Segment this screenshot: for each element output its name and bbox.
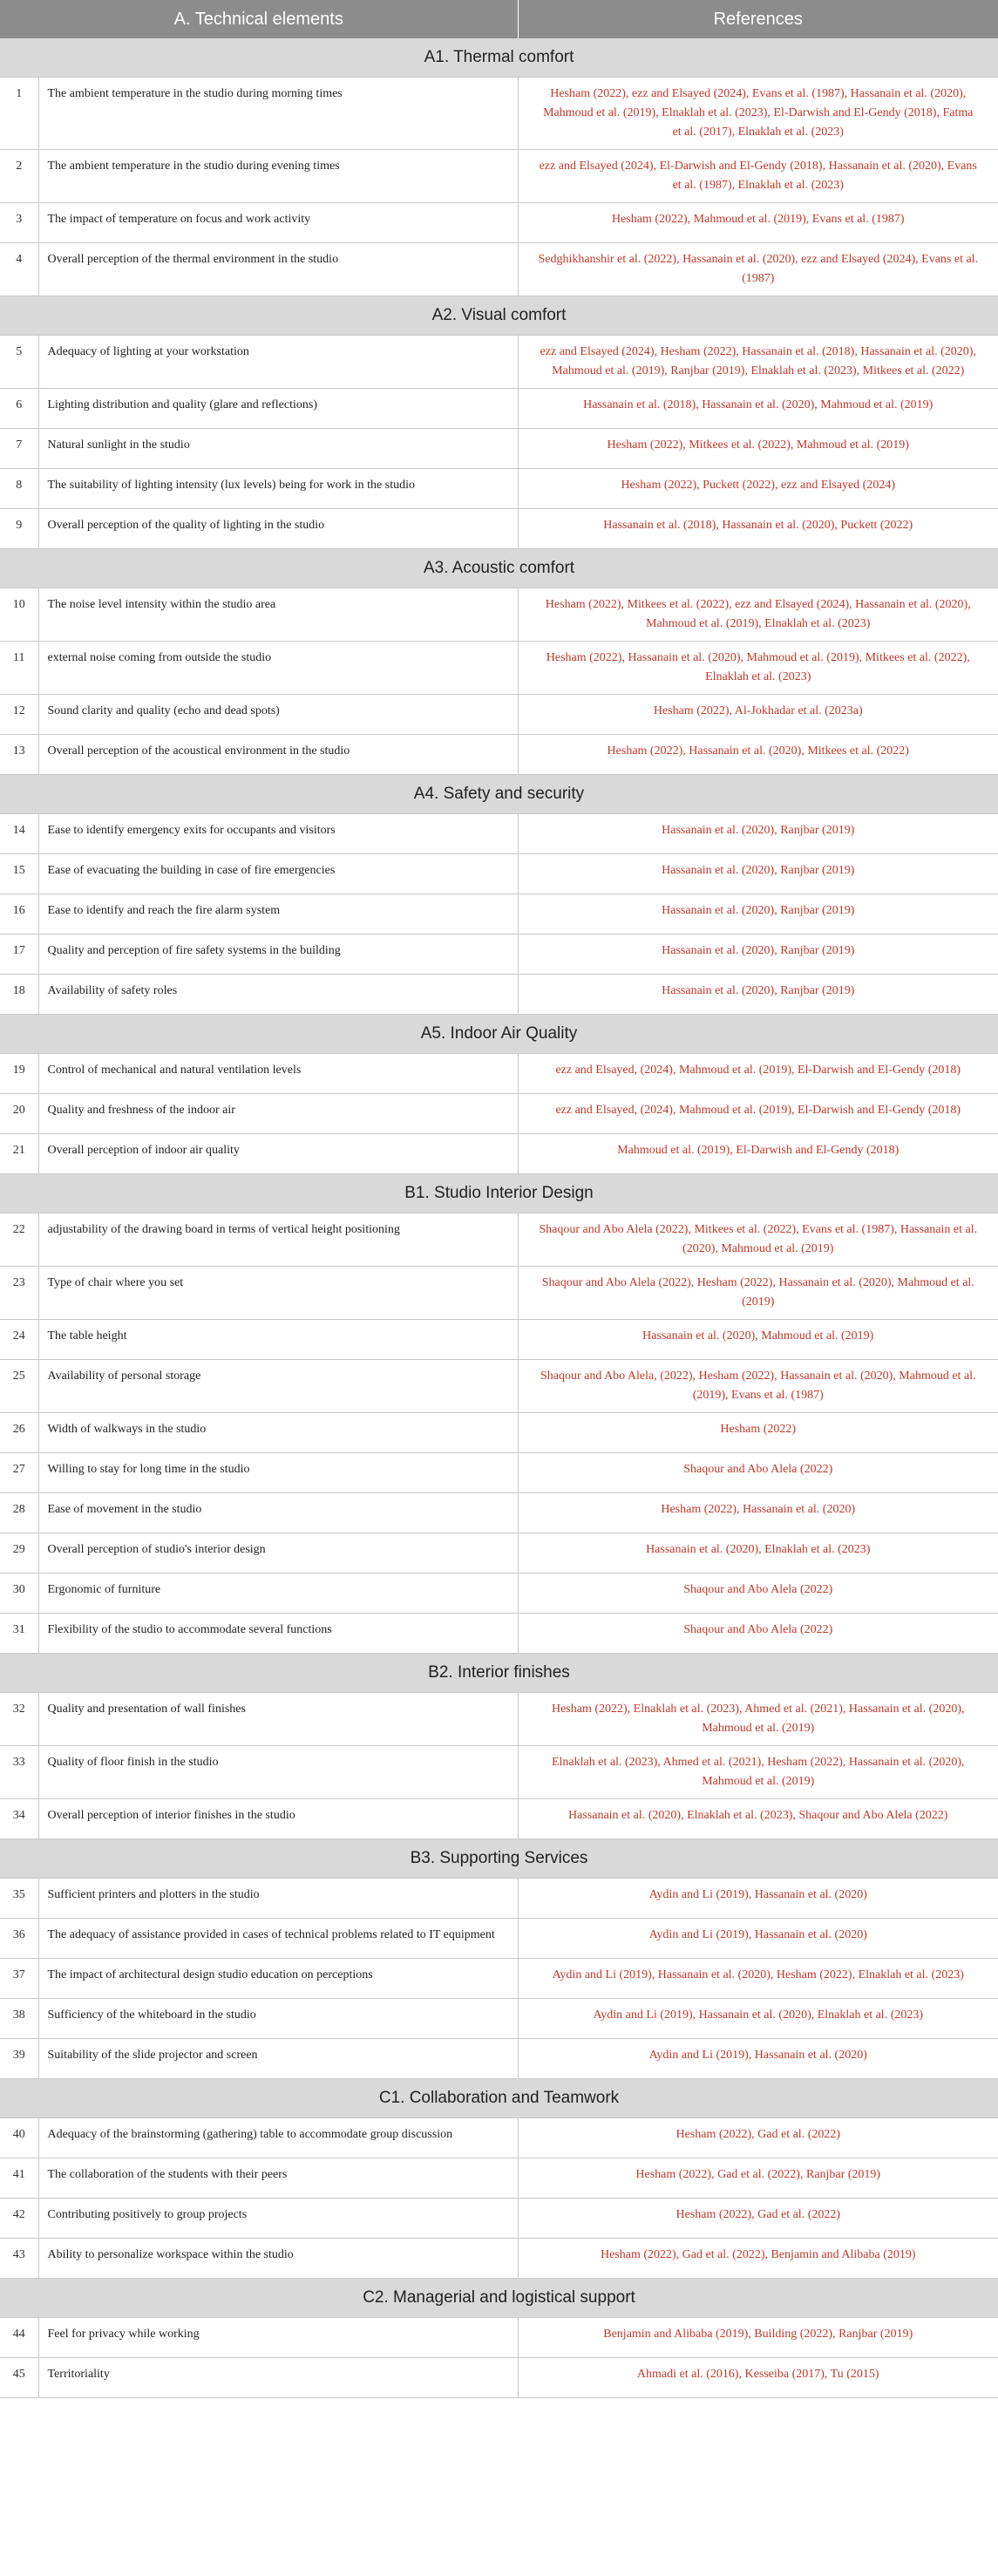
row-number: 18: [0, 975, 38, 1015]
element-description: The table height: [38, 1320, 518, 1360]
references-cell: Hassanain et al. (2020), Ranjbar (2019): [518, 894, 998, 935]
table-row: [0, 814, 998, 854]
element-description: Type of chair where you set: [38, 1267, 518, 1320]
element-description: The suitability of lighting intensity (lux levels) being for work in the studio: [38, 469, 518, 509]
references-cell: Hassanain et al. (2020), Elnaklah et al. (2023), Shaqour and Abo Alela (2022): [518, 1799, 998, 1839]
element-description: The impact of temperature on focus and work activity: [38, 203, 518, 243]
element-description: Quality of floor finish in the studio: [38, 1746, 518, 1799]
element-description: Overall perception of indoor air quality: [38, 1134, 518, 1174]
table-row: [0, 735, 998, 775]
table-row: [0, 389, 998, 429]
references-cell: ezz and Elsayed, (2024), Mahmoud et al. (2019), El-Darwish and El-Gendy (2018): [518, 1094, 998, 1134]
references-cell: Hesham (2022), Mahmoud et al. (2019), Evans et al. (1987): [518, 203, 998, 243]
references-cell: Aydin and Li (2019), Hassanain et al. (2020), Elnaklah et al. (2023): [518, 1999, 998, 2039]
table-row: [0, 1693, 998, 1746]
references-cell: Benjamin and Alibaba (2019), Building (2022), Ranjbar (2019): [518, 2318, 998, 2358]
table-row: [0, 935, 998, 975]
element-description: Overall perception of the quality of lighting in the studio: [38, 509, 518, 549]
element-description: Availability of safety roles: [38, 975, 518, 1015]
element-description: Ease to identify and reach the fire alarm system: [38, 894, 518, 935]
references-cell: Hesham (2022), Gad et al. (2022), Ranjbar (2019): [518, 2158, 998, 2199]
element-description: Ease of evacuating the building in case of fire emergencies: [38, 854, 518, 894]
section-title: A2. Visual comfort: [0, 296, 998, 336]
table-row: [0, 336, 998, 389]
section-header: [0, 296, 998, 336]
row-number: 1: [0, 78, 38, 150]
table-row: [0, 1799, 998, 1839]
table-row: [0, 2199, 998, 2239]
table-row: [0, 469, 998, 509]
table-row: [0, 1453, 998, 1493]
element-description: Ability to personalize workspace within the studio: [38, 2239, 518, 2279]
references-cell: Hassanain et al. (2020), Ranjbar (2019): [518, 854, 998, 894]
element-description: The noise level intensity within the studio area: [38, 588, 518, 642]
header-technical-elements: A. Technical elements: [0, 0, 518, 38]
table-row: [0, 642, 998, 695]
references-cell: Hesham (2022), Elnaklah et al. (2023), Ahmed et al. (2021), Hassanain et al. (2020), Mahmoud et al. (2019): [518, 1693, 998, 1746]
element-description: The ambient temperature in the studio during morning times: [38, 78, 518, 150]
row-number: 45: [0, 2358, 38, 2398]
row-number: 13: [0, 735, 38, 775]
references-cell: Hesham (2022), Hassanain et al. (2020), Mitkees et al. (2022): [518, 735, 998, 775]
references-cell: Hesham (2022), Hassanain et al. (2020), Mahmoud et al. (2019), Mitkees et al. (2022), Elnaklah et al. (2023): [518, 642, 998, 695]
references-cell: Shaqour and Abo Alela (2022), Mitkees et al. (2022), Evans et al. (1987), Hassanain et al. (2020), Mahmoud et al. (2019): [518, 1213, 998, 1267]
row-number: 7: [0, 429, 38, 469]
row-number: 34: [0, 1799, 38, 1839]
table-row: [0, 1413, 998, 1453]
table-row: [0, 1919, 998, 1959]
row-number: 17: [0, 935, 38, 975]
table-row: [0, 2318, 998, 2358]
table-row: [0, 1213, 998, 1267]
table-row: [0, 429, 998, 469]
section-header: [0, 775, 998, 814]
element-description: Lighting distribution and quality (glare and reflections): [38, 389, 518, 429]
table-row: [0, 1879, 998, 1919]
section-header: [0, 1174, 998, 1213]
references-cell: Hesham (2022), Al-Jokhadar et al. (2023a): [518, 695, 998, 735]
references-cell: Elnaklah et al. (2023), Ahmed et al. (2021), Hesham (2022), Hassanain et al. (2020), Mahmoud et al. (2019): [518, 1746, 998, 1799]
table-row: [0, 1614, 998, 1654]
table-header-row: [0, 0, 998, 38]
element-description: The collaboration of the students with their peers: [38, 2158, 518, 2199]
table-row: [0, 1320, 998, 1360]
row-number: 39: [0, 2039, 38, 2079]
row-number: 40: [0, 2118, 38, 2158]
references-cell: Hesham (2022), Gad et al. (2022): [518, 2199, 998, 2239]
element-description: Availability of personal storage: [38, 1360, 518, 1413]
references-cell: Sedghikhanshir et al. (2022), Hassanain et al. (2020), ezz and Elsayed (2024), Evans et al. (1987): [518, 243, 998, 296]
table-row: [0, 695, 998, 735]
section-header: [0, 549, 998, 588]
row-number: 26: [0, 1413, 38, 1453]
row-number: 4: [0, 243, 38, 296]
table-body: [0, 38, 998, 2398]
references-cell: Shaqour and Abo Alela, (2022), Hesham (2022), Hassanain et al. (2020), Mahmoud et al. (2019), Evans et al. (1987): [518, 1360, 998, 1413]
section-title: A5. Indoor Air Quality: [0, 1015, 998, 1054]
table-row: [0, 2039, 998, 2079]
table-row: [0, 1267, 998, 1320]
section-title: A4. Safety and security: [0, 775, 998, 814]
row-number: 11: [0, 642, 38, 695]
references-cell: Shaqour and Abo Alela (2022): [518, 1453, 998, 1493]
row-number: 32: [0, 1693, 38, 1746]
row-number: 33: [0, 1746, 38, 1799]
table-row: [0, 1360, 998, 1413]
references-cell: Hesham (2022), Gad et al. (2022), Benjamin and Alibaba (2019): [518, 2239, 998, 2279]
element-description: Adequacy of lighting at your workstation: [38, 336, 518, 389]
row-number: 2: [0, 150, 38, 203]
element-description: Quality and perception of fire safety systems in the building: [38, 935, 518, 975]
row-number: 35: [0, 1879, 38, 1919]
references-cell: Shaqour and Abo Alela (2022): [518, 1573, 998, 1614]
element-description: Overall perception of interior finishes in the studio: [38, 1799, 518, 1839]
references-cell: Hassanain et al. (2020), Ranjbar (2019): [518, 814, 998, 854]
element-description: Overall perception of the thermal environment in the studio: [38, 243, 518, 296]
references-cell: Shaqour and Abo Alela (2022), Hesham (2022), Hassanain et al. (2020), Mahmoud et al. (2019): [518, 1267, 998, 1320]
table-row: [0, 1959, 998, 1999]
section-header: [0, 2279, 998, 2318]
table-row: [0, 975, 998, 1015]
row-number: 43: [0, 2239, 38, 2279]
section-title: A3. Acoustic comfort: [0, 549, 998, 588]
references-cell: Hesham (2022), ezz and Elsayed (2024), Evans et al. (1987), Hassanain et al. (2020), Mahmoud et al. (2019), Elnaklah et al. (2023), El-Darwish and El-Gendy (2018), Fatma et al. (2017), Elnaklah et al. (2023): [518, 78, 998, 150]
row-number: 27: [0, 1453, 38, 1493]
row-number: 25: [0, 1360, 38, 1413]
table-row: [0, 2158, 998, 2199]
row-number: 20: [0, 1094, 38, 1134]
table-row: [0, 2358, 998, 2398]
element-description: Quality and freshness of the indoor air: [38, 1094, 518, 1134]
table-row: [0, 203, 998, 243]
row-number: 24: [0, 1320, 38, 1360]
row-number: 3: [0, 203, 38, 243]
section-header: [0, 1839, 998, 1879]
table-row: [0, 854, 998, 894]
element-description: Willing to stay for long time in the studio: [38, 1453, 518, 1493]
table-row: [0, 1054, 998, 1094]
references-cell: Aydin and Li (2019), Hassanain et al. (2020): [518, 1879, 998, 1919]
table-row: [0, 1094, 998, 1134]
element-description: adjustability of the drawing board in terms of vertical height positioning: [38, 1213, 518, 1267]
references-cell: ezz and Elsayed (2024), Hesham (2022), Hassanain et al. (2018), Hassanain et al. (2020), Mahmoud et al. (2019), Ranjbar (2019), Elnaklah et al. (2023), Mitkees et al. (2022): [518, 336, 998, 389]
references-cell: Hassanain et al. (2018), Hassanain et al. (2020), Puckett (2022): [518, 509, 998, 549]
element-description: Ergonomic of furniture: [38, 1573, 518, 1614]
element-description: external noise coming from outside the studio: [38, 642, 518, 695]
element-description: Control of mechanical and natural ventilation levels: [38, 1054, 518, 1094]
references-cell: Ahmadi et al. (2016), Kesseiba (2017), Tu (2015): [518, 2358, 998, 2398]
table-row: [0, 78, 998, 150]
row-number: 19: [0, 1054, 38, 1094]
table-row: [0, 588, 998, 642]
references-cell: Aydin and Li (2019), Hassanain et al. (2020): [518, 2039, 998, 2079]
section-title: C1. Collaboration and Teamwork: [0, 2079, 998, 2118]
row-number: 10: [0, 588, 38, 642]
row-number: 44: [0, 2318, 38, 2358]
references-cell: Hassanain et al. (2018), Hassanain et al. (2020), Mahmoud et al. (2019): [518, 389, 998, 429]
section-title: C2. Managerial and logistical support: [0, 2279, 998, 2318]
section-title: B1. Studio Interior Design: [0, 1174, 998, 1213]
element-description: Ease to identify emergency exits for occupants and visitors: [38, 814, 518, 854]
row-number: 15: [0, 854, 38, 894]
table-row: [0, 150, 998, 203]
row-number: 5: [0, 336, 38, 389]
element-description: Sufficiency of the whiteboard in the studio: [38, 1999, 518, 2039]
element-description: Ease of movement in the studio: [38, 1493, 518, 1533]
table-row: [0, 243, 998, 296]
references-cell: Hesham (2022), Mitkees et al. (2022), ezz and Elsayed (2024), Hassanain et al. (2020), Mahmoud et al. (2019), Elnaklah et al. (2023): [518, 588, 998, 642]
element-description: Territoriality: [38, 2358, 518, 2398]
table-row: [0, 2239, 998, 2279]
references-cell: Hesham (2022), Hassanain et al. (2020): [518, 1493, 998, 1533]
row-number: 28: [0, 1493, 38, 1533]
references-cell: Mahmoud et al. (2019), El-Darwish and El-Gendy (2018): [518, 1134, 998, 1174]
section-header: [0, 1654, 998, 1693]
element-description: Feel for privacy while working: [38, 2318, 518, 2358]
table-row: [0, 1999, 998, 2039]
references-cell: ezz and Elsayed, (2024), Mahmoud et al. (2019), El-Darwish and El-Gendy (2018): [518, 1054, 998, 1094]
references-cell: Hassanain et al. (2020), Ranjbar (2019): [518, 935, 998, 975]
references-cell: Hesham (2022): [518, 1413, 998, 1453]
references-cell: Aydin and Li (2019), Hassanain et al. (2020), Hesham (2022), Elnaklah et al. (2023): [518, 1959, 998, 1999]
element-description: Sound clarity and quality (echo and dead spots): [38, 695, 518, 735]
row-number: 31: [0, 1614, 38, 1654]
section-header: [0, 38, 998, 78]
table-row: [0, 1134, 998, 1174]
table-row: [0, 509, 998, 549]
row-number: 23: [0, 1267, 38, 1320]
table-row: [0, 1533, 998, 1573]
table-row: [0, 1573, 998, 1614]
table-row: [0, 1493, 998, 1533]
row-number: 29: [0, 1533, 38, 1573]
element-description: Overall perception of studio's interior design: [38, 1533, 518, 1573]
row-number: 14: [0, 814, 38, 854]
references-cell: Hassanain et al. (2020), Ranjbar (2019): [518, 975, 998, 1015]
row-number: 22: [0, 1213, 38, 1267]
section-title: B2. Interior finishes: [0, 1654, 998, 1693]
element-description: Suitability of the slide projector and screen: [38, 2039, 518, 2079]
element-description: Sufficient printers and plotters in the studio: [38, 1879, 518, 1919]
references-cell: Hesham (2022), Puckett (2022), ezz and Elsayed (2024): [518, 469, 998, 509]
table-row: [0, 2118, 998, 2158]
row-number: 9: [0, 509, 38, 549]
element-description: The adequacy of assistance provided in cases of technical problems related to IT equipment: [38, 1919, 518, 1959]
references-cell: Hesham (2022), Mitkees et al. (2022), Mahmoud et al. (2019): [518, 429, 998, 469]
section-header: [0, 1015, 998, 1054]
references-cell: Shaqour and Abo Alela (2022): [518, 1614, 998, 1654]
references-cell: Hassanain et al. (2020), Elnaklah et al. (2023): [518, 1533, 998, 1573]
row-number: 41: [0, 2158, 38, 2199]
section-title: B3. Supporting Services: [0, 1839, 998, 1879]
element-description: Quality and presentation of wall finishes: [38, 1693, 518, 1746]
references-cell: Hesham (2022), Gad et al. (2022): [518, 2118, 998, 2158]
element-description: Natural sunlight in the studio: [38, 429, 518, 469]
row-number: 38: [0, 1999, 38, 2039]
element-description: The impact of architectural design studio education on perceptions: [38, 1959, 518, 1999]
section-header: [0, 2079, 998, 2118]
element-description: Overall perception of the acoustical environment in the studio: [38, 735, 518, 775]
table-row: [0, 894, 998, 935]
row-number: 8: [0, 469, 38, 509]
row-number: 30: [0, 1573, 38, 1614]
references-cell: Aydin and Li (2019), Hassanain et al. (2020): [518, 1919, 998, 1959]
element-description: Flexibility of the studio to accommodate several functions: [38, 1614, 518, 1654]
element-description: Adequacy of the brainstorming (gathering) table to accommodate group discussion: [38, 2118, 518, 2158]
row-number: 36: [0, 1919, 38, 1959]
references-cell: Hassanain et al. (2020), Mahmoud et al. (2019): [518, 1320, 998, 1360]
element-description: Contributing positively to group projects: [38, 2199, 518, 2239]
row-number: 42: [0, 2199, 38, 2239]
row-number: 21: [0, 1134, 38, 1174]
row-number: 37: [0, 1959, 38, 1999]
table-row: [0, 1746, 998, 1799]
element-description: Width of walkways in the studio: [38, 1413, 518, 1453]
section-title: A1. Thermal comfort: [0, 38, 998, 78]
header-references: References: [518, 0, 998, 38]
references-cell: ezz and Elsayed (2024), El-Darwish and El-Gendy (2018), Hassanain et al. (2020), Evans et al. (1987), Elnaklah et al. (2023): [518, 150, 998, 203]
row-number: 6: [0, 389, 38, 429]
row-number: 12: [0, 695, 38, 735]
element-description: The ambient temperature in the studio during evening times: [38, 150, 518, 203]
row-number: 16: [0, 894, 38, 935]
